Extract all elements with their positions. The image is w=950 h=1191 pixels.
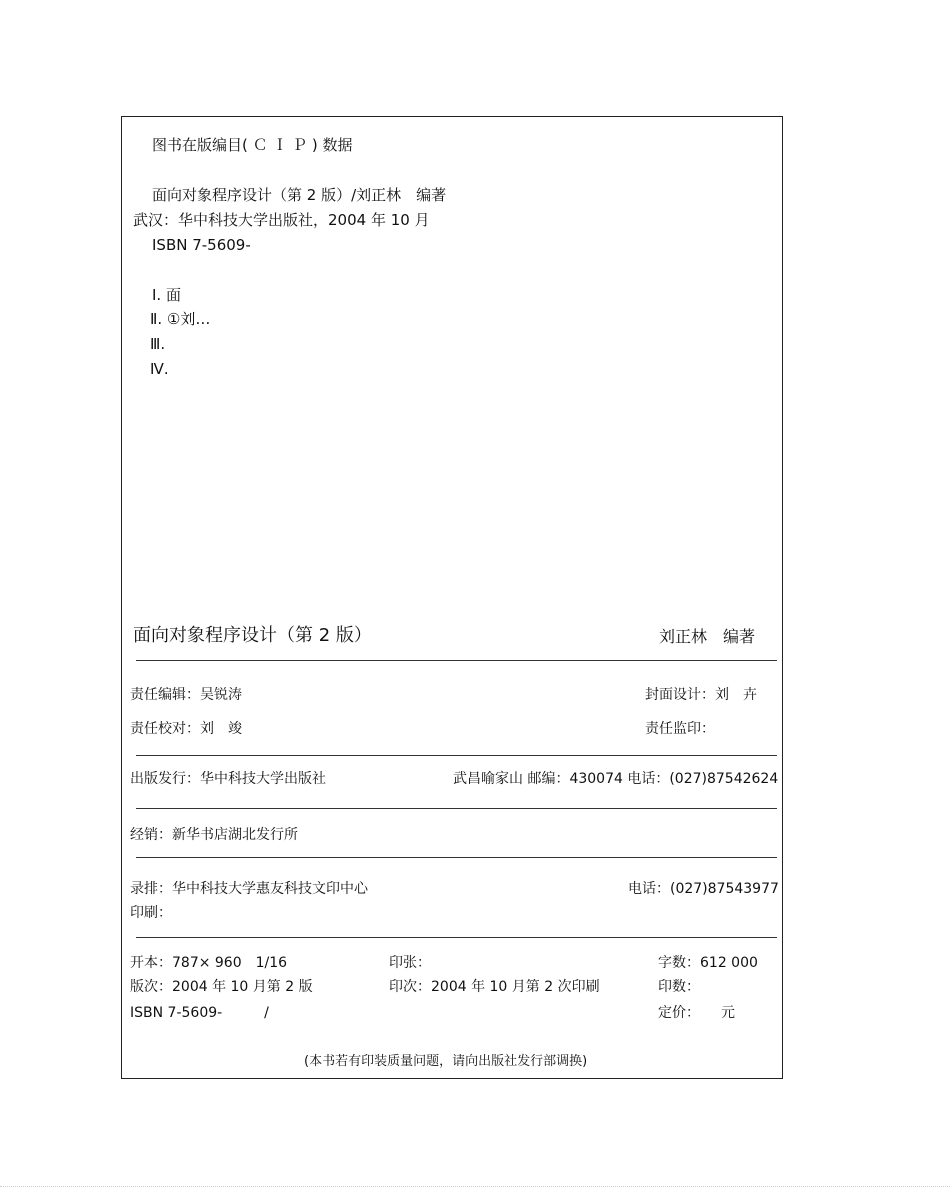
cip-isbn: ISBN 7-5609-	[152, 236, 251, 254]
divider	[136, 755, 777, 756]
print-count: 印数：	[658, 979, 700, 995]
divider	[136, 937, 777, 938]
print-supervisor: 责任监印：	[645, 721, 715, 737]
cip-subject-2: Ⅱ. ①刘…	[150, 310, 211, 328]
word-count: 字数：612 000	[658, 955, 758, 971]
publisher-address: 武昌喻家山 邮编：430074 电话：(027)87542624	[453, 771, 779, 787]
quality-notice: (本书若有印装质量问题，请向出版社发行部调换)	[304, 1054, 588, 1069]
divider	[136, 808, 777, 809]
cip-subject-1: Ⅰ. 面	[152, 286, 181, 304]
format: 开本：787× 960 1/16	[130, 955, 288, 971]
cip-publisher-line: 武汉：华中科技大学出版社，2004 年 10 月	[133, 211, 430, 229]
cover-design: 封面设计：刘 卉	[645, 687, 757, 703]
sheets: 印张：	[389, 955, 431, 971]
printing: 印刷：	[130, 905, 172, 921]
edition: 版次：2004 年 10 月第 2 版	[130, 979, 313, 995]
impression: 印次：2004 年 10 月第 2 次印刷	[389, 979, 600, 995]
divider	[136, 857, 777, 858]
author: 刘正林 编著	[659, 627, 756, 646]
proofreader: 责任校对：刘 竣	[130, 721, 242, 737]
cip-subject-4: Ⅳ.	[150, 360, 169, 378]
cip-subject-3: Ⅲ.	[150, 335, 166, 353]
divider	[136, 660, 777, 661]
price: 定价： 元	[658, 1005, 735, 1021]
cip-heading: 图书在版编目( Ｃ Ｉ Ｐ ) 数据	[152, 136, 353, 154]
book-title: 面向对象程序设计（第 2 版）	[133, 625, 372, 646]
cip-title-line: 面向对象程序设计（第 2 版）/刘正林 编著	[152, 186, 447, 204]
editor: 责任编辑：吴锐涛	[130, 687, 242, 703]
colophon-isbn: ISBN 7-5609- /	[130, 1005, 269, 1021]
typesetting: 录排：华中科技大学惠友科技文印中心	[130, 881, 368, 897]
page-frame	[121, 116, 783, 1079]
distributor: 经销：新华书店湖北发行所	[130, 827, 298, 843]
publisher: 出版发行：华中科技大学出版社	[130, 771, 326, 787]
typesetting-phone: 电话：(027)87543977	[628, 881, 779, 897]
page-bottom-edge	[0, 1186, 950, 1187]
